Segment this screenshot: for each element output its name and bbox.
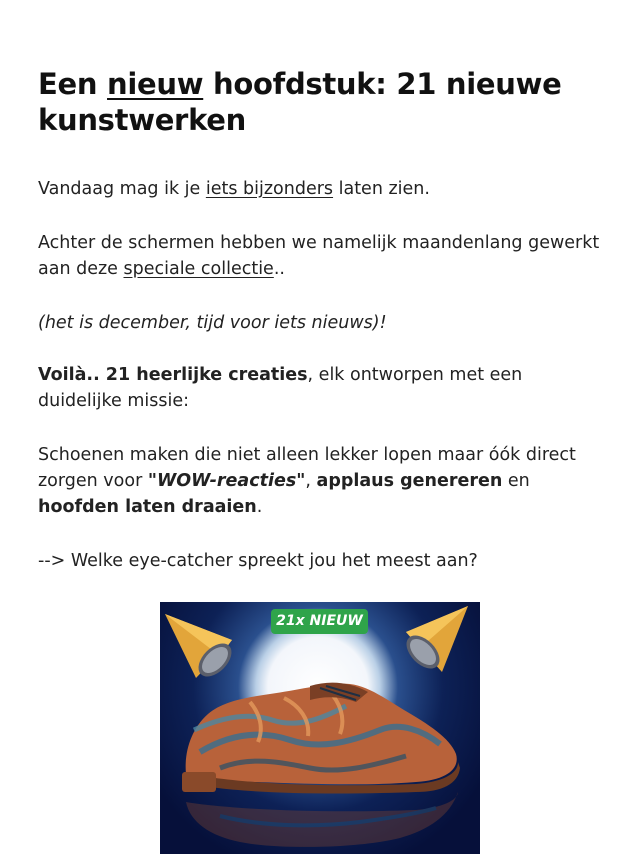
voila-bold: Voilà.. 21 heerlijke creaties xyxy=(38,365,308,385)
page-title xyxy=(38,66,608,138)
behind-scenes-text-after: .. xyxy=(273,259,285,279)
email-content xyxy=(38,66,608,574)
wow-reacties: "WOW-reacties" xyxy=(147,471,306,491)
hero-shoe-image[interactable] xyxy=(160,602,480,854)
voila-rest: , elk ontworpen met een duidelijke missie: xyxy=(38,365,523,411)
mission-text-2: , xyxy=(305,471,317,491)
mission-text-1: Schoenen maken die niet alleen lekker lopen maar óók direct zorgen voor xyxy=(38,445,576,491)
party-cone-right-icon xyxy=(400,606,468,675)
mission-text-3: en xyxy=(502,471,530,491)
intro-paragraph xyxy=(38,176,608,202)
hero-illustration xyxy=(160,602,480,854)
applaus-genereren: applaus genereren xyxy=(316,471,503,491)
title-prefix: Een xyxy=(38,67,108,101)
intro-text-after: laten zien. xyxy=(333,179,430,199)
iets-bijzonders-link[interactable]: iets bijzonders xyxy=(205,179,334,199)
intro-text-before: Vandaag mag ik je xyxy=(38,179,206,199)
shoe-illustration xyxy=(182,683,460,794)
new-count-badge: 21x NIEUW xyxy=(271,609,368,634)
mission-text-4: . xyxy=(256,497,263,517)
title-suffix: hoofdstuk: 21 nieuwe kunstwerken xyxy=(38,67,562,137)
behind-scenes-paragraph xyxy=(38,230,608,282)
nieuw-link[interactable]: nieuw xyxy=(107,67,204,101)
mission-paragraph xyxy=(38,442,608,520)
shoe-reflection xyxy=(186,792,458,847)
behind-scenes-text-before: Achter de schermen hebben we namelijk maandenlang gewerkt aan deze xyxy=(38,233,600,279)
speciale-collectie-link[interactable]: speciale collectie xyxy=(123,259,274,279)
question-paragraph: --> Welke eye-catcher spreekt jou het meest aan? xyxy=(38,551,478,571)
party-cone-left-icon xyxy=(165,614,238,683)
voila-paragraph xyxy=(38,362,608,414)
december-note: (het is december, tijd voor iets nieuws)! xyxy=(38,313,387,333)
hoofden-laten-draaien: hoofden laten draaien xyxy=(38,497,257,517)
